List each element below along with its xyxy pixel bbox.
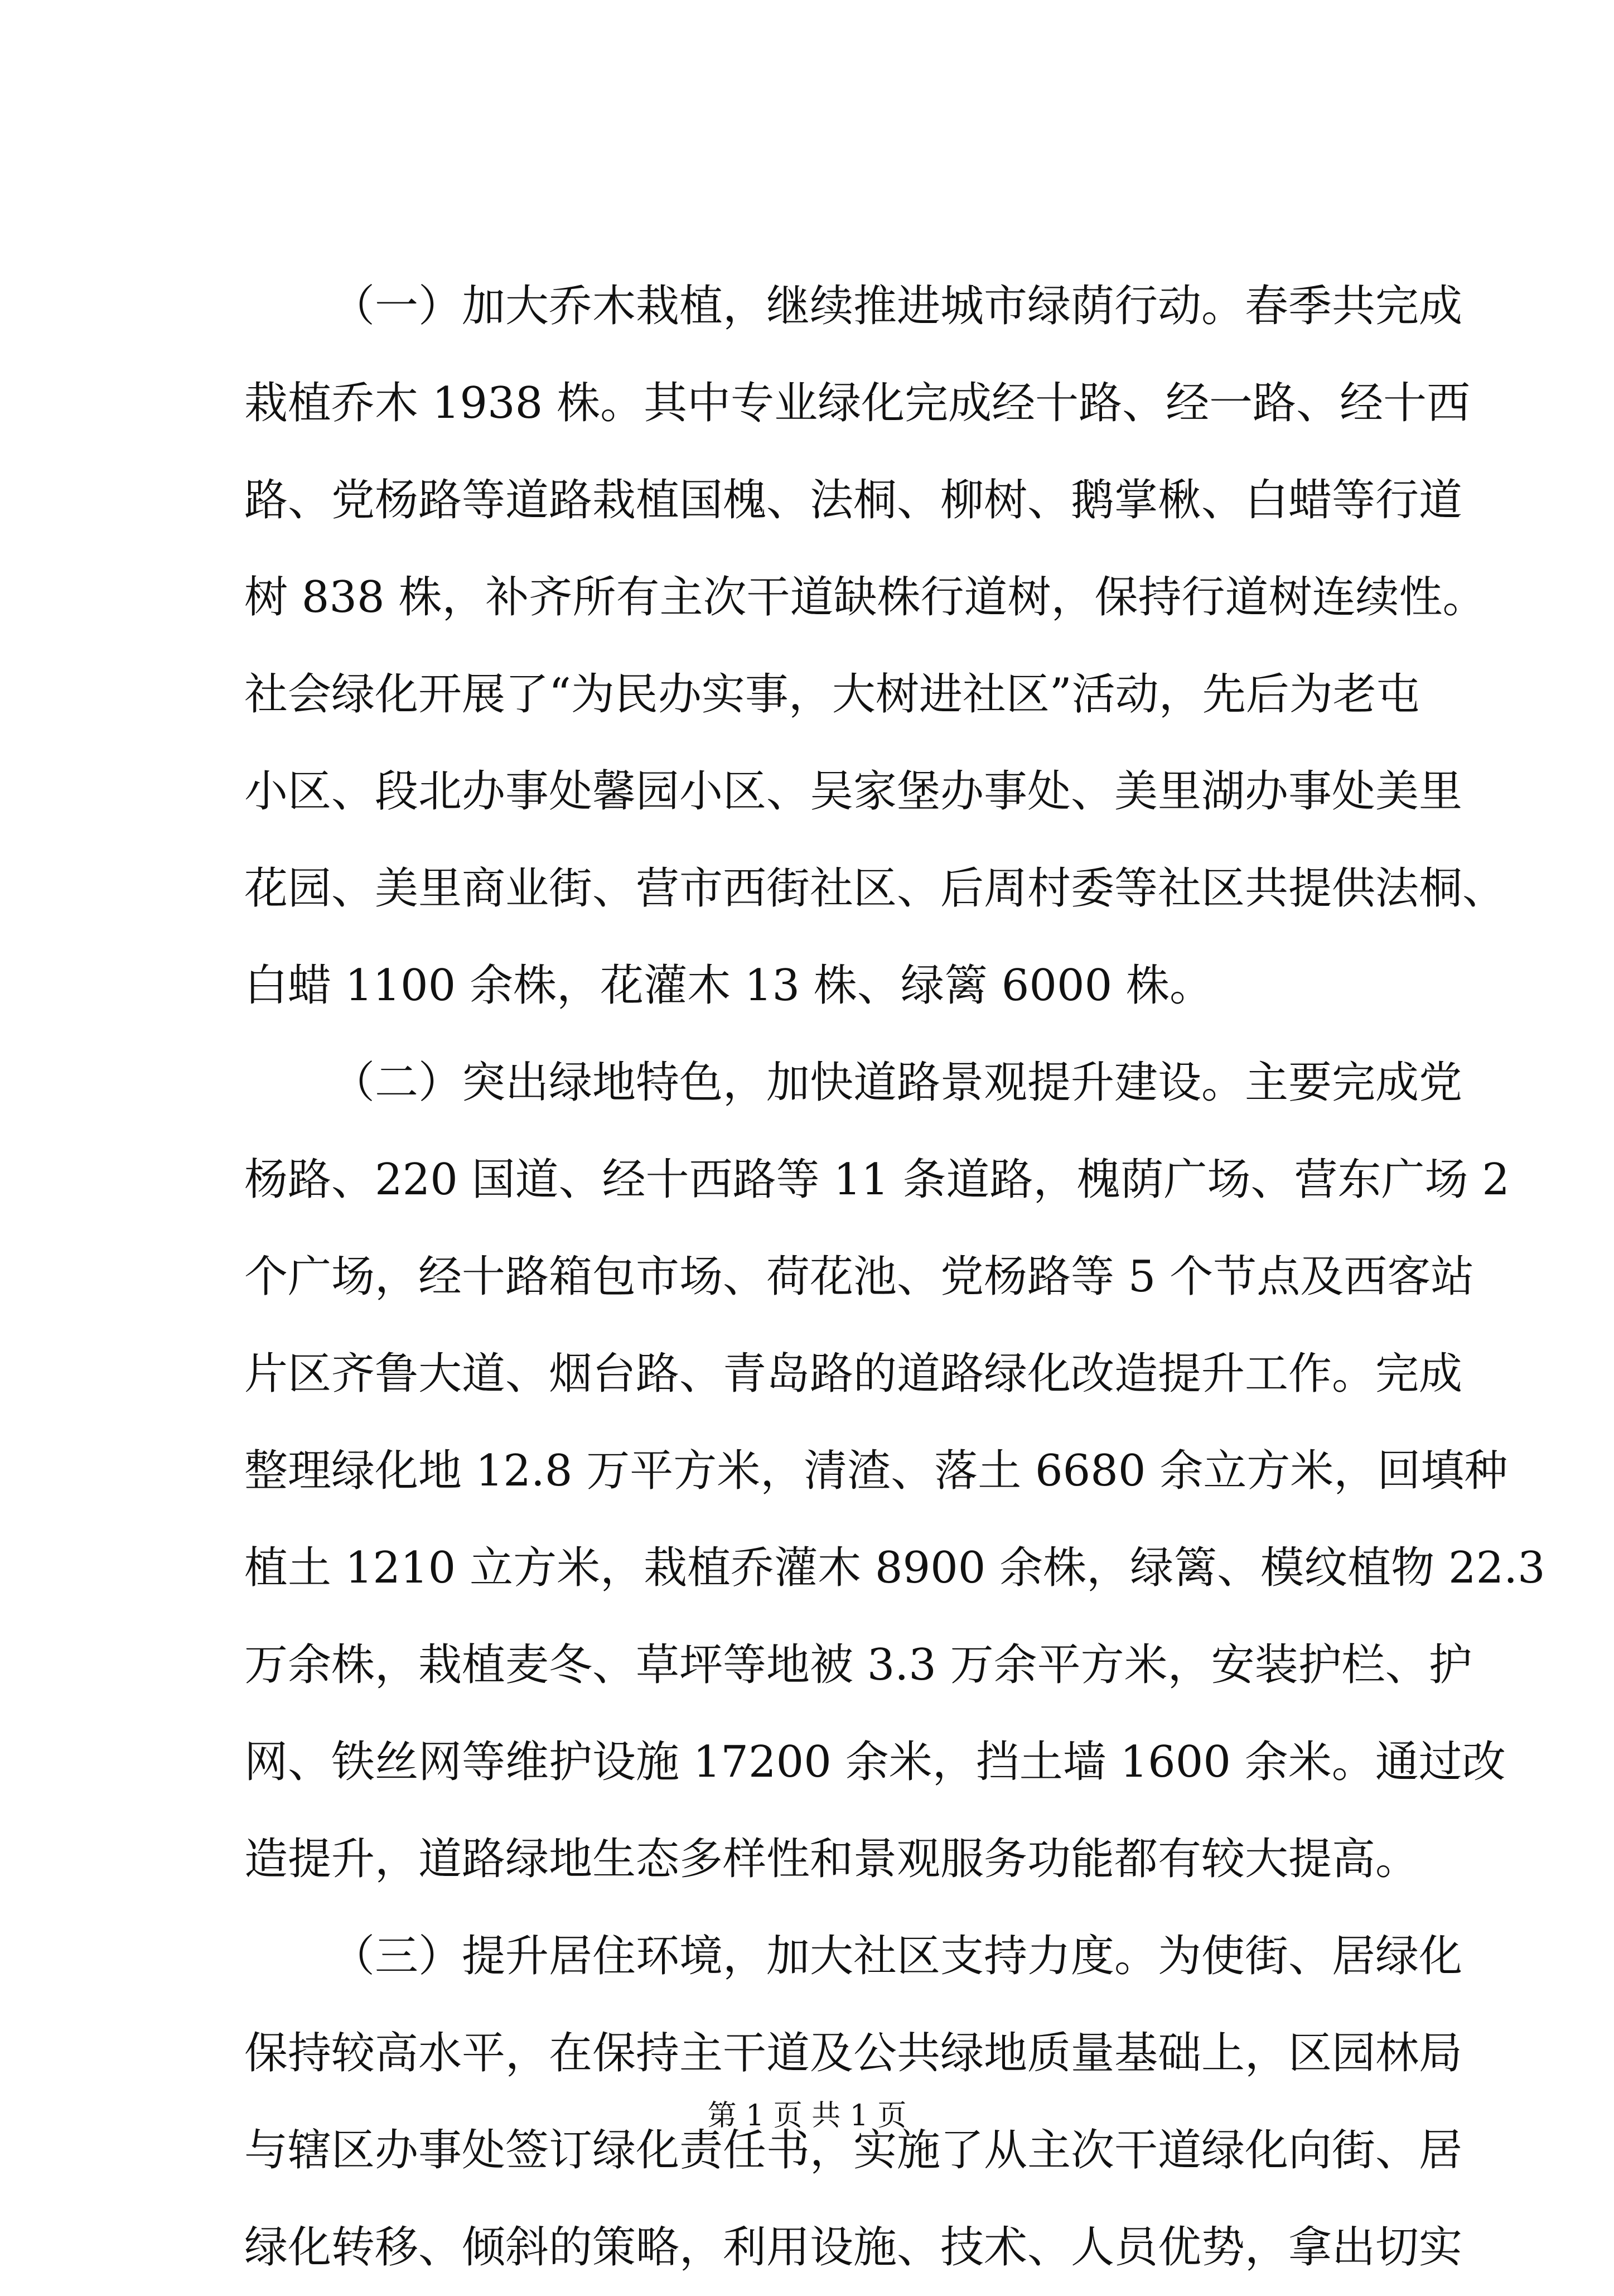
page-number-label: 第 1 页 共 1 页 — [707, 2099, 907, 2133]
text-line: 杨路、220 国道、经十西路等 11 条道路，槐荫广场、营东广场 2 — [244, 1155, 1510, 1205]
text-line: 树 838 株，补齐所有主次干道缺株行道树，保持行道树连续性。 — [244, 572, 1486, 623]
text-line: 栽植乔木 1938 株。其中专业绿化完成经十路、经一路、经十西 — [244, 378, 1471, 428]
text-line: （二）突出绿地特色，加快道路景观提升建设。主要完成党 — [331, 1058, 1463, 1108]
text-line: 花园、美里商业街、营市西街社区、后周村委等社区共提供法桐、 — [244, 864, 1506, 914]
text-line: 整理绿化地 12.8 万平方米，清渣、落土 6680 余立方米，回填种 — [244, 1446, 1508, 1496]
text-line: 保持较高水平，在保持主干道及公共绿地质量基础上，区园林局 — [244, 2028, 1463, 2078]
text-line: 造提升，道路绿地生态多样性和景观服务功能都有较大提高。 — [244, 1834, 1419, 1884]
text-line: 与辖区办事处签订绿化责任书，实施了从主次干道绿化向街、居 — [244, 2125, 1463, 2176]
text-line: 个广场，经十路箱包市场、荷花池、党杨路等 5 个节点及西客站 — [244, 1252, 1475, 1302]
text-line: （三）提升居住环境，加大社区支持力度。为使街、居绿化 — [331, 1931, 1463, 1981]
text-line: （一）加大乔木栽植，继续推进城市绿荫行动。春季共完成 — [331, 281, 1463, 331]
page-footer — [0, 2096, 1614, 2135]
text-line: 路、党杨路等道路栽植国槐、法桐、柳树、鹅掌楸、白蜡等行道 — [244, 475, 1463, 525]
text-line: 万余株，栽植麦冬、草坪等地被 3.3 万余平方米，安装护栏、护 — [244, 1640, 1472, 1690]
text-line: 社会绿化开展了“为民办实事，大树进社区”活动，先后为老屯 — [244, 669, 1420, 720]
paragraph-2 — [244, 1034, 1545, 1908]
text-line: 绿化转移、倾斜的策略，利用设施、技术、人员优势，拿出切实 — [244, 2222, 1463, 2273]
paragraph-1 — [244, 258, 1506, 1034]
document-body — [244, 258, 1545, 2296]
text-line: 网、铁丝网等维护设施 17200 余米，挡土墙 1600 余米。通过改 — [244, 1737, 1506, 1787]
text-line: 小区、段北办事处馨园小区、吴家堡办事处、美里湖办事处美里 — [244, 766, 1463, 817]
text-line: 植土 1210 立方米，栽植乔灌木 8900 余株，绿篱、模纹植物 22.3 — [244, 1543, 1545, 1593]
text-line: 片区齐鲁大道、烟台路、青岛路的道路绿化改造提升工作。完成 — [244, 1349, 1463, 1399]
text-line: 白蜡 1100 余株，花灌木 13 株、绿篱 6000 株。 — [244, 961, 1214, 1011]
